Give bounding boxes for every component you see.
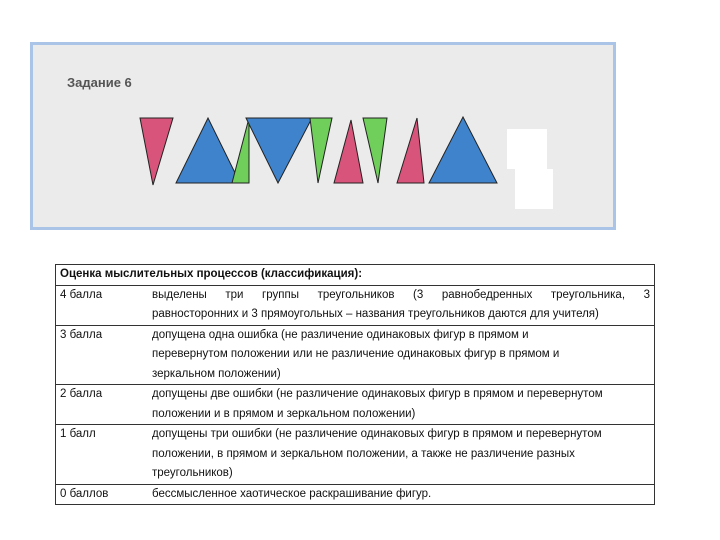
table-row	[56, 385, 655, 425]
description-cell	[148, 285, 655, 325]
description-line: бессмысленное хаотическое раскрашивание фигур.	[152, 487, 432, 500]
description-line: треугольников)	[152, 467, 233, 479]
table-row	[56, 285, 655, 325]
score-cell: 1 балл	[56, 425, 149, 485]
description-cell	[148, 484, 655, 505]
table-row	[56, 425, 655, 485]
triangle-red-isosceles-inverted	[140, 118, 173, 185]
description-line: допущена одна ошибка (не различение одинаковых фигур в прямом и	[152, 328, 529, 341]
score-cell: 4 балла	[56, 285, 149, 325]
criteria-table	[55, 264, 655, 505]
description-line: допущены три ошибки (не различение одинаковых фигур в прямом и перевернутом	[152, 428, 602, 440]
white-patch-lower	[515, 169, 553, 209]
description-cell	[148, 425, 655, 485]
task-title: Задание 6	[67, 75, 132, 90]
score-cell: 0 баллов	[56, 484, 149, 505]
triangle-green-right-up	[232, 118, 249, 183]
description-line: допущены две ошибки (не различение одинаковых фигур в прямом и перевернутом	[152, 388, 603, 400]
triangle-green-right-inverted-2	[363, 118, 387, 183]
description-cell	[148, 325, 655, 385]
triangle-red-isosceles-up-2	[397, 118, 424, 183]
description-line: положении, в прямом и зеркальном положении, а также не различение разных	[152, 447, 575, 460]
triangle-blue-equilateral-up-2	[429, 117, 497, 183]
description-line: перевернутом положении или не различение одинаковых фигур в прямом и	[152, 348, 560, 360]
white-patch-upper	[507, 129, 547, 169]
triangle-blue-equilateral-up	[176, 118, 240, 183]
description-line: положении и в прямом и зеркальном положении)	[152, 407, 416, 420]
table-row	[56, 484, 655, 505]
triangle-red-isosceles-up	[334, 120, 363, 183]
task-panel	[30, 42, 616, 230]
description-line: равносторонних и 3 прямоугольных – названия треугольников даются для учителя)	[152, 308, 599, 320]
score-cell: 2 балла	[56, 385, 149, 425]
criteria-header: Оценка мыслительных процессов (классификация):	[56, 265, 655, 286]
triangle-green-right-inverted	[310, 118, 332, 183]
description-line: выделены три группы треугольников (3 равнобедренных треугольника, 3	[152, 288, 650, 301]
score-cell: 3 балла	[56, 325, 149, 385]
criteria-header-row	[56, 265, 655, 286]
table-row	[56, 325, 655, 385]
description-cell	[148, 385, 655, 425]
description-line: зеркальном положении)	[152, 367, 281, 380]
triangle-blue-equilateral-inverted	[246, 118, 312, 183]
